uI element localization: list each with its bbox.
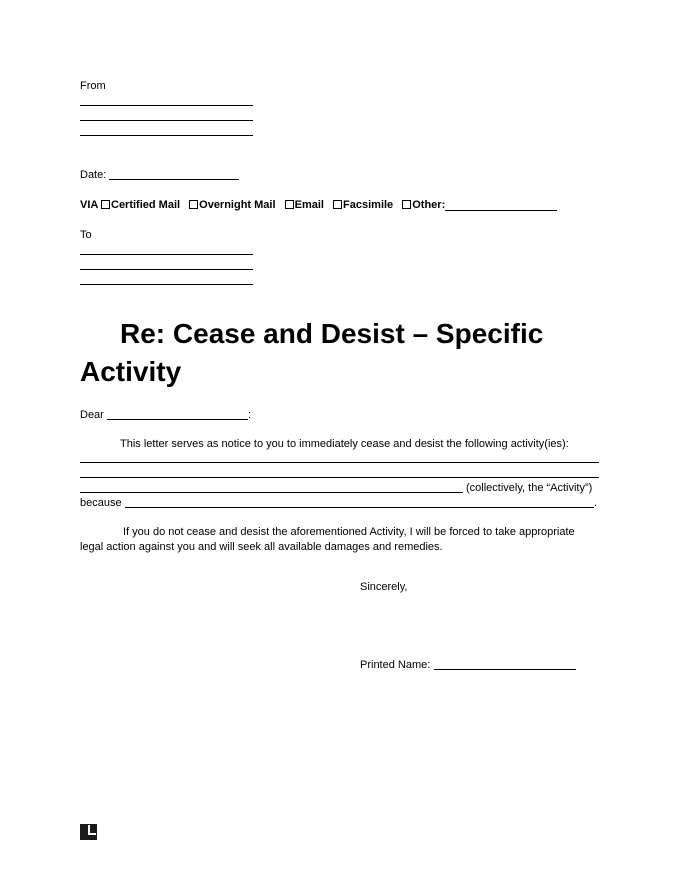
checkbox-icon[interactable] <box>101 200 110 209</box>
to-line-2[interactable] <box>80 269 253 270</box>
to-line-3[interactable] <box>80 284 253 285</box>
to-label: To <box>80 229 92 241</box>
recipient-name-field[interactable] <box>107 419 248 420</box>
via-option-other[interactable]: Other: <box>402 199 445 211</box>
because-period: . <box>594 497 598 509</box>
via-option-facsimile[interactable]: Facsimile <box>333 199 393 211</box>
activity-line-3[interactable] <box>80 492 463 493</box>
via-option-email[interactable]: Email <box>285 199 324 211</box>
collectively-text: (collectively, the “Activity”) <box>466 482 593 494</box>
delivery-method-row <box>80 199 451 211</box>
checkbox-icon[interactable] <box>285 200 294 209</box>
via-option-certified-mail[interactable]: Certified Mail <box>101 199 180 211</box>
checkbox-icon[interactable] <box>402 200 411 209</box>
via-option-overnight-mail[interactable]: Overnight Mail <box>189 199 275 211</box>
because-label: because <box>80 497 122 509</box>
salutation-colon: : <box>248 409 252 421</box>
via-label: VIA <box>80 199 98 211</box>
title-line-2: Activity <box>80 356 182 387</box>
from-line-2[interactable] <box>80 120 253 121</box>
closing-sincerely: Sincerely, <box>360 581 408 593</box>
warning-paragraph-line-1: If you do not cease and desist the aforementioned Activity, I will be forced to take appropriate <box>123 526 575 538</box>
activity-line-1[interactable] <box>80 462 599 463</box>
from-line-1[interactable] <box>80 105 253 106</box>
notice-paragraph: This letter serves as notice to you to immediately cease and desist the following activity(ies): <box>120 438 569 450</box>
because-field[interactable] <box>125 507 594 508</box>
date-label: Date: <box>80 169 107 181</box>
via-other-field[interactable] <box>445 210 557 211</box>
activity-line-2[interactable] <box>80 477 599 478</box>
to-line-1[interactable] <box>80 254 253 255</box>
from-line-3[interactable] <box>80 135 253 136</box>
checkbox-icon[interactable] <box>189 200 198 209</box>
checkbox-icon[interactable] <box>333 200 342 209</box>
salutation-label: Dear <box>80 409 104 421</box>
printed-name-label: Printed Name: <box>360 659 431 671</box>
document-brand-logo-icon <box>80 824 97 840</box>
from-label: From <box>80 80 106 92</box>
warning-paragraph-line-2: legal action against you and will seek all available damages and remedies. <box>80 541 443 553</box>
printed-name-field[interactable] <box>434 669 576 670</box>
title-line-1: Re: Cease and Desist – Specific <box>120 318 544 349</box>
date-field[interactable] <box>109 179 239 180</box>
